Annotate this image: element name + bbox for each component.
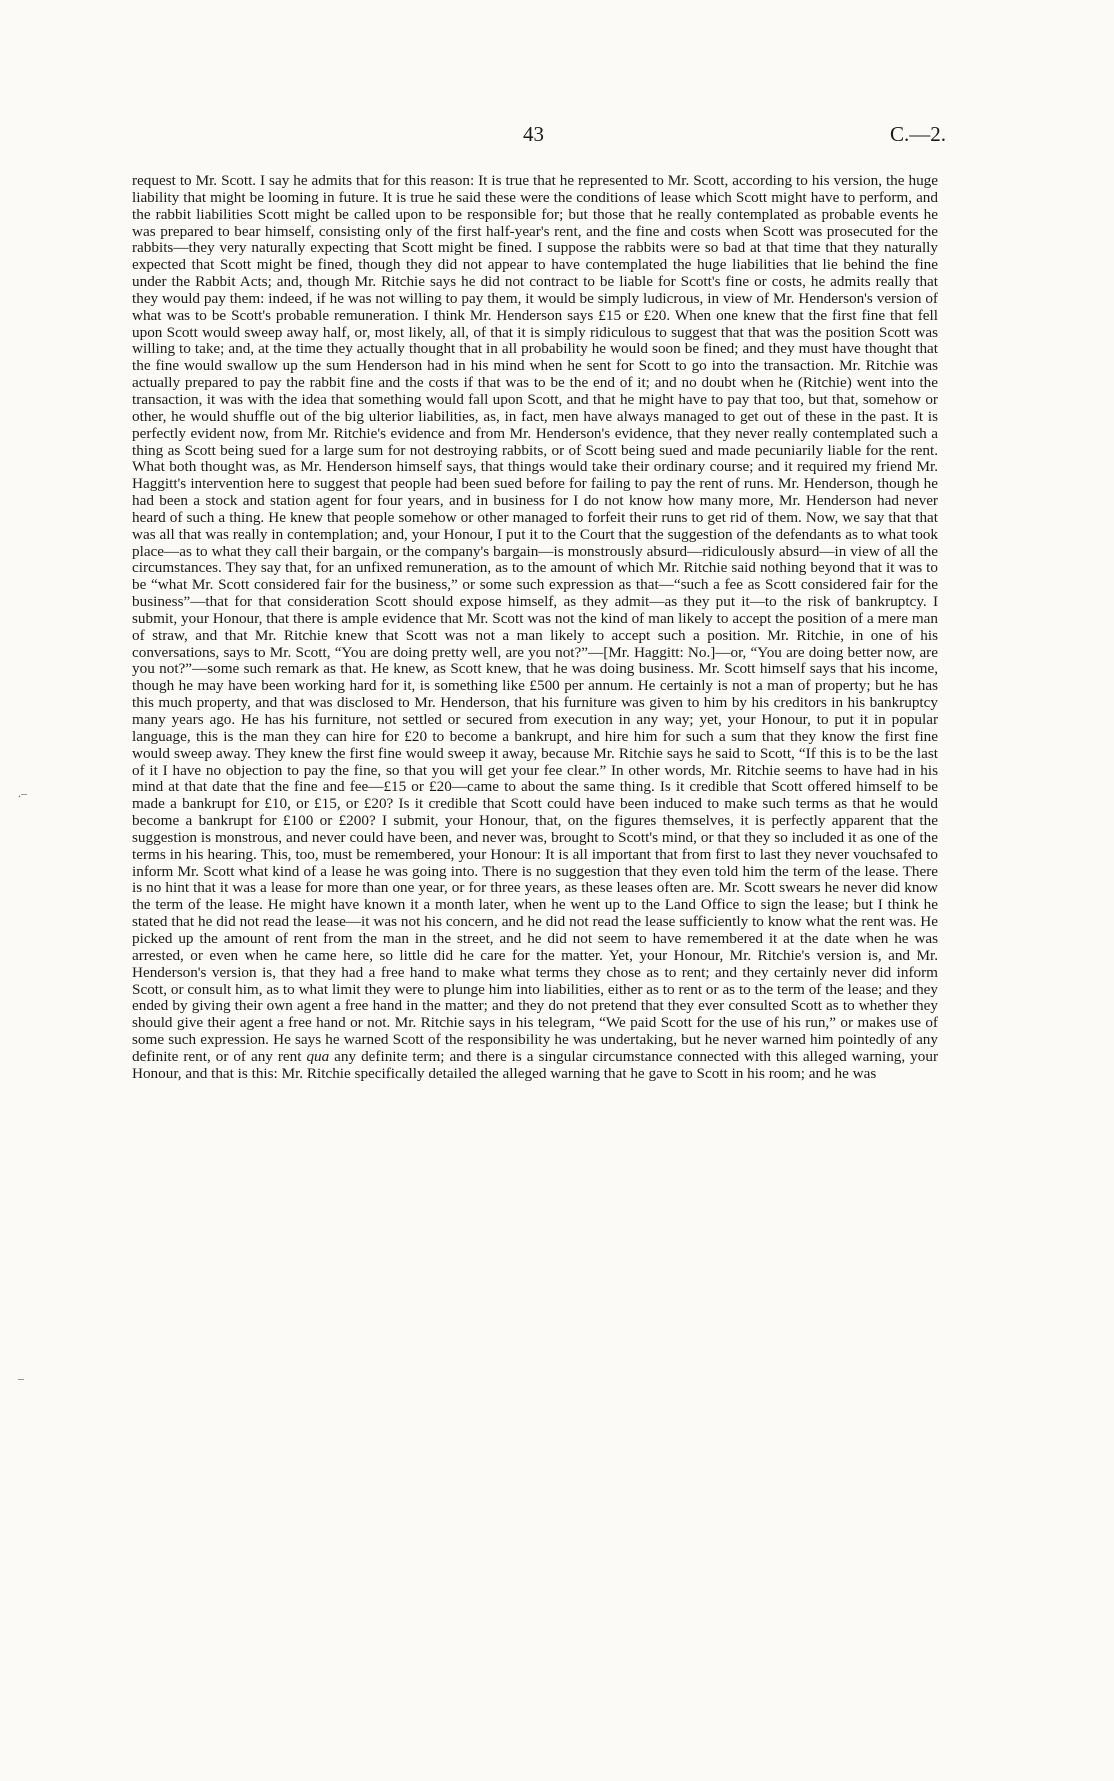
page-number: 43 <box>523 122 544 146</box>
paragraph: request to Mr. Scott. I say he admits that for this reason: It is true that he represented to Mr. Scott, according to his version, the huge liability that might be looming in future. It is true he said these were the conditions of lease which Scott might have to perform, and the rabbit liabilities Scott might be called upon to be responsible for; but those that he really contemplated as probable events he was prepared to bear himself, consisting only of the first half-year's rent, and the fine and costs when Scott was prosecuted for the rabbits—they very naturally expecting that Scott might be fined. I suppose the rabbits were so bad at that time that they naturally expected that Scott might be fined, though they did not appear to have contemplated the huge liabilities that lie behind the fine under the Rabbit Acts; and, though Mr. Ritchie says he did not contract to be liable for Scott's fine or costs, he admits really that they would pay them: indeed, if he was not willing to pay them, it would be simply ludicrous, in view of Mr. Henderson's version of what was to be Scott's probable remuneration. I think Mr. Henderson says £15 or £20. When one knew that the first fine that fell upon Scott would sweep away half, or, most likely, all, of that it is simply ridiculous to suggest that that was the position Scott was willing to take; and, at the time they actually thought that in all probability he would soon be fined; and they must have thought that the fine would swallow up the sum Henderson had in his mind when he sent for Scott to go into the transaction. Mr. Ritchie was actually prepared to pay the rabbit fine and the costs if that was to be the end of it; and no doubt when he (Ritchie) went into the transaction, it was with the idea that something would fall upon Scott, and that he might have to pay that too, but that, somehow or other, he would shuffle out of the big ulterior liabilities, as, in fact, men have always managed to get out of these in the past. It is perfectly evident now, from Mr. Ritchie's evidence and from Mr. Henderson's evidence, that they never really contemplated such a thing as Scott being sued for a large sum for not destroying rabbits, or of Scott being sued and made pecuniarily liable for the rent. What both thought was, as Mr. Henderson himself says, that things would take their ordinary course; and it required my friend Mr. Haggitt's intervention here to suggest that people had been sued before for failing to pay the rent of runs. Mr. Henderson, though he had been a stock and station agent for four years, and in business for I do not know how many more, Mr. Henderson had never heard of such a thing. He knew that people somehow or other managed to forfeit their runs to get rid of them. Now, we say that that was all that was really in contemplation; and, your Honour, I put it to the Court that the suggestion of the defendants as to what took place—as to what they call their bargain, or the company's bargain—is monstrously absurd—ridiculously absurd—in view of all the circumstances. They say that, for an unfixed remuneration, as to the amount of which Mr. Ritchie said nothing beyond that it was to be “what Mr. Scott considered fair for the business,” or some such expression as that—“such a fee as Scott considered fair for the business”—that for that consideration Scott should expose himself, as they admit—as they put it—to the risk of bankruptcy. I submit, your Honour, that there is ample evidence that Mr. Scott was not the kind of man likely to accept the position of a mere man of straw, and that Mr. Ritchie knew that Scott was not a man likely to accept such a position. Mr. Ritchie, in one of his conversations, says to Mr. Scott, “You are doing pretty well, are you not?”—[Mr. Haggitt: No.]—or, “You are doing better now, are you not?”—some such remark as that. He knew, as Scott knew, that he was doing business. Mr. Scott himself says that his income, though he may have been working hard for it, is something like £500 per annum. He certainly is not a man of property; but he has this much property, and that was disclosed to Mr. Henderson, that his furniture was given to him by his creditors in his bankruptcy many years ago. He has his furniture, not settled or secured from execution in any way; yet, your Honour, to put it in popular language, this is the man they can hire for £20 to become a bankrupt, and hire him for such a sum that they know the first fine would sweep away. They knew the first fine would sweep it away, because Mr. Ritchie says he said to Scott, “If this is to be the last of it I have no objection to pay the fine, so that you will get your fee clear.” In other words, Mr. Ritchie seems to have had in his mind at that date that the fine and fee—£15 or £20—came to about the same thing. Is it credible that Scott offered himself to be made a bankrupt for £10, or £15, or £20? Is it credible that Scott could have been induced to make such terms as that he would become a bankrupt for £100 or £200? I submit, your Honour, that, on the figures themselves, it is perfectly apparent that the suggestion is monstrous, and never could have been, and never was, brought to Scott's mind, or that they so included it as one of the terms in his hearing. This, too, must be remembered, your Honour: It is all important that from first to last they never vouchsafed to inform Mr. Scott what kind of a lease he was going into. There is no suggestion that they even told him the term of the lease. There is no hint that it was a lease for more than one year, or for three years, as these leases often are. Mr. Scott swears he never did know the term of the lease. He might have known it a month later, when he went up to the Land Office to sign the lease; but I think he stated that he did not read the lease—it was not his concern, and he did not read the lease sufficiently to know what the rent was. He picked up the amount of rent from the man in the street, and he did not seem to have remembered it at the date when he was arrested, or even when he came here, so little did he care for the matter. Yet, your Honour, Mr. Ritchie's version is, and Mr. Henderson's version is, that they had a free hand to make what terms they chose as to rent; and they certainly never did inform Scott, or consult him, as to what limit they were to plunge him into liabilities, either as to rent or as to the term of the lease; and they ended by giving their own agent a free hand in the matter; and they do not pretend that they ever consulted Scott as to whether they should give their agent a free hand or not. Mr. Ritchie says in his telegram, “We paid Scott for the use of his run,” or makes use of some such expression. He says he warned Scott of the responsibility he was undertaking, but he never warned him pointedly of any definite rent, or of any rent qua any definite term; and there is a singular circumstance connected with this alleged warning, your Honour, and that is this: Mr. Ritchie specifically detailed the alleged warning that he gave to Scott in his room; and he was <box>132 172 938 1082</box>
document-series-code: C.—2. <box>889 122 946 146</box>
body-text <box>132 173 938 1083</box>
page-header <box>0 122 1114 152</box>
margin-mark: – <box>18 1371 24 1385</box>
margin-mark: .– <box>18 786 27 800</box>
